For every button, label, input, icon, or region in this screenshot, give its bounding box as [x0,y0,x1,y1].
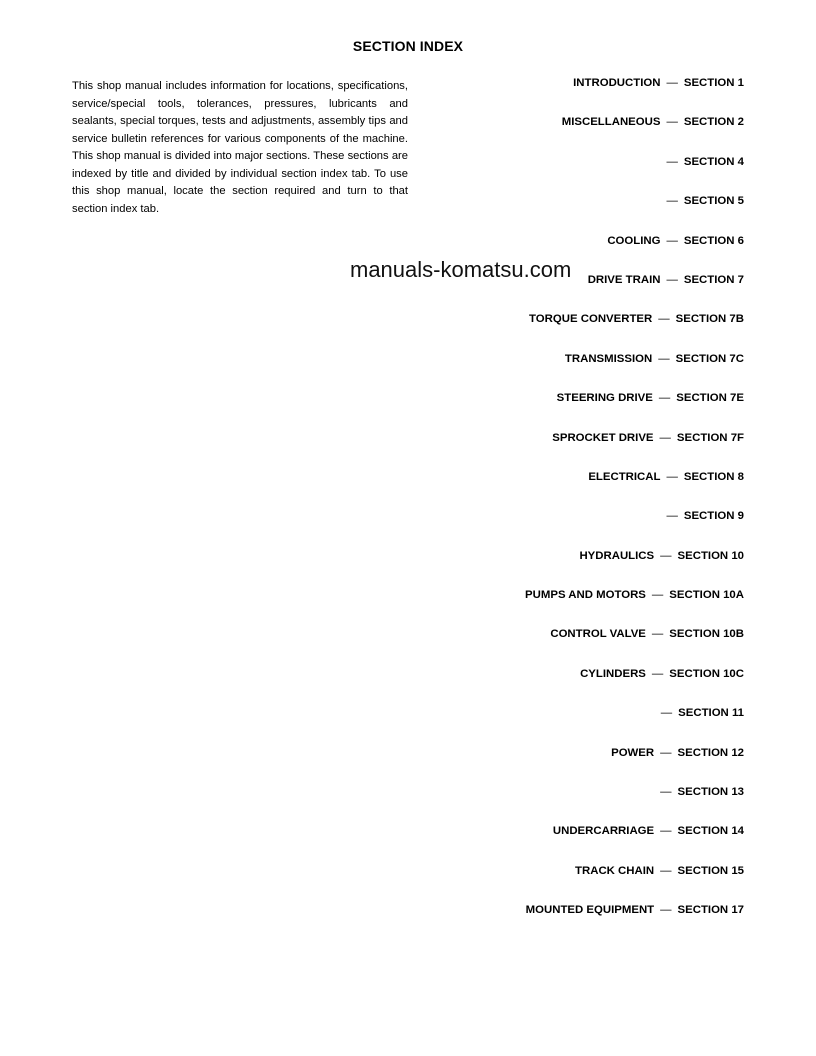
toc-entry-power[interactable] [424,747,744,786]
toc-title: TORQUE CONVERTER [529,313,653,326]
toc-entry-section-5[interactable] [424,195,744,234]
toc-title: TRACK CHAIN [575,864,655,877]
toc-entry-torque-converter[interactable] [424,313,744,352]
toc-section: SECTION 10A [669,589,744,602]
page-title: SECTION INDEX [352,38,464,54]
toc-title: STEERING DRIVE [556,392,653,405]
toc-dash: — [651,667,664,680]
toc-title: COOLING [607,234,661,247]
toc-dash: — [660,746,672,759]
section-index-list [424,77,744,944]
toc-dash: — [666,234,678,247]
toc-entry-sprocket-drive[interactable] [424,432,744,471]
toc-entry-section-4[interactable] [424,156,744,195]
toc-dash: — [666,510,678,523]
toc-section: SECTION 4 [683,155,744,168]
toc-title: SPROCKET DRIVE [552,431,654,444]
toc-entry-control-valve[interactable] [424,628,744,667]
toc-entry-track-chain[interactable] [424,865,744,904]
toc-section: SECTION 7B [675,313,744,326]
toc-dash: — [660,549,672,562]
toc-title: INTRODUCTION [573,77,661,89]
watermark-text: manuals-komatsu.com [350,257,572,282]
toc-dash: — [666,155,678,168]
toc-dash: — [660,864,672,877]
toc-dash: — [666,273,678,286]
toc-section: SECTION 5 [683,195,744,208]
toc-title: TRANSMISSION [564,352,653,365]
toc-section: SECTION 13 [677,786,744,799]
toc-title: PUMPS AND MOTORS [525,589,646,602]
toc-section: SECTION 10 [677,549,744,562]
toc-section: SECTION 10B [669,628,744,641]
toc-section: SECTION 9 [683,510,744,523]
toc-entry-hydraulics[interactable] [424,550,744,589]
toc-section: SECTION 6 [683,234,744,247]
toc-section: SECTION 14 [677,825,744,838]
toc-entry-miscellaneous[interactable] [424,116,744,155]
toc-dash: — [658,313,670,326]
toc-title: ELECTRICAL [588,470,661,483]
toc-section: SECTION 1 [683,77,744,89]
toc-title: POWER [611,746,655,759]
toc-entry-cylinders[interactable] [424,668,744,707]
toc-title: CONTROL VALVE [550,628,646,641]
toc-section: SECTION 12 [677,746,744,759]
toc-entry-transmission[interactable] [424,353,744,392]
toc-title: HYDRAULICS [579,549,655,562]
toc-dash: — [660,904,672,917]
toc-entry-pumps-and-motors[interactable] [424,589,744,628]
toc-dash: — [658,392,671,405]
toc-dash: — [666,116,678,129]
toc-section: SECTION 7 [683,273,744,286]
toc-entry-section-9[interactable] [424,510,744,549]
toc-title: CYLINDERS [580,667,646,680]
toc-entry-section-11[interactable] [424,707,744,746]
toc-title: UNDERCARRIAGE [552,825,655,838]
toc-entry-introduction[interactable] [424,77,744,116]
toc-entry-section-13[interactable] [424,786,744,825]
toc-dash: — [666,77,678,89]
toc-dash: — [651,628,664,641]
toc-dash: — [666,195,678,208]
toc-title: DRIVE TRAIN [587,273,661,286]
toc-entry-steering-drive[interactable] [424,392,744,431]
toc-dash: — [660,786,672,799]
toc-entry-mounted-equipment[interactable] [424,904,744,943]
toc-section: SECTION 15 [677,864,744,877]
toc-title: MOUNTED EQUIPMENT [525,904,655,917]
toc-dash: — [658,352,670,365]
toc-section: SECTION 8 [683,470,744,483]
intro-paragraph: This shop manual includes information for locations, specifications, service/special tools, tolerances, pressures, lubricants and sealants, special torques, tests and adjustments, assembly tips and service bulletin references for various components of the machine. This shop manual is divided into major sections. These sections are indexed by title and divided by individual section index tab. To use this shop manual, locate the section required and turn to that section index tab. [72,80,408,215]
toc-section: SECTION 17 [677,904,744,917]
toc-section: SECTION 2 [683,116,744,129]
toc-section: SECTION 7C [675,352,744,365]
toc-dash: — [666,470,678,483]
toc-dash: — [659,431,671,444]
toc-dash: — [660,825,672,838]
toc-section: SECTION 7E [676,392,744,405]
toc-entry-undercarriage[interactable] [424,825,744,864]
toc-section: SECTION 11 [678,707,744,720]
toc-entry-electrical[interactable] [424,471,744,510]
toc-section: SECTION 7F [676,431,744,444]
toc-dash: — [660,707,673,720]
toc-dash: — [651,589,664,602]
toc-title: MISCELLANEOUS [561,116,661,129]
toc-section: SECTION 10C [669,667,744,680]
